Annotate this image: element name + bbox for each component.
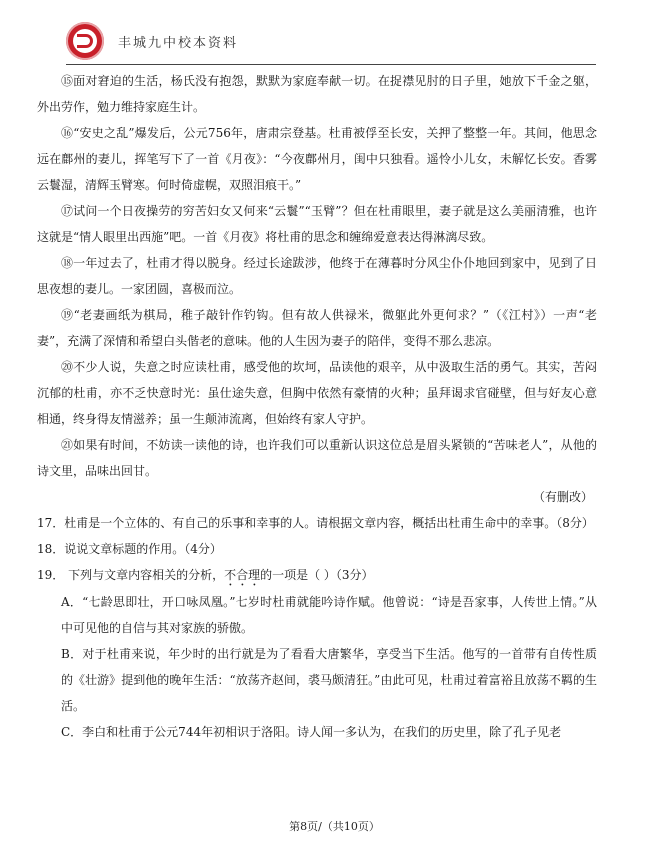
school-logo-icon <box>66 22 104 60</box>
option-b: B．对于杜甫来说，年少时的出行就是为了看看大唐繁华，享受当下生活。他写的一首带有自传性质的《壮游》提到他的晚年生活：“放荡齐赵间，裘马颇清狂。”由此可见，杜甫过着富裕且放荡不羁的生活。 <box>61 647 597 713</box>
paragraph-18: ⑱一年过去了，杜甫才得以脱身。经过长途跋涉，他终于在薄暮时分风尘仆仆地回到家中，见到了日思夜想的妻儿。一家团圆，喜极而泣。 <box>37 256 597 296</box>
header-school-name: 丰城九中校本资料 <box>118 36 239 51</box>
document-body <box>37 68 597 745</box>
paragraph-17: ⑰试问一个日夜操劳的穷苦妇女又何来“云鬟”“玉臂”？但在杜甫眼里，妻子就是这么美丽清雅，也许这就是“情人眼里出西施”吧。一首《月夜》将杜甫的思念和缠绵爱意表达得淋漓尽致。 <box>37 204 597 244</box>
question-19-emphasis: 不合理 <box>224 568 261 582</box>
edit-note: （有删改） <box>532 490 593 504</box>
question-18: 18．说说文章标题的作用。（4分） <box>37 542 222 556</box>
question-19-suffix: 的一项是（ ）（3分） <box>260 568 374 582</box>
question-17: 17．杜甫是一个立体的、有自己的乐事和幸事的人。请根据文章内容，概括出杜甫生命中的幸事。（8分） <box>37 516 594 530</box>
paragraph-15: ⑮面对窘迫的生活，杨氏没有抱怨，默默为家庭奉献一切。在捉襟见肘的日子里，她放下千金之躯，外出劳作，勉力维持家庭生计。 <box>37 74 597 114</box>
question-19-prefix: 19． 下列与文章内容相关的分析， <box>37 568 225 582</box>
question-19 <box>37 562 597 589</box>
paragraph-21: ㉑如果有时间，不妨读一读他的诗，也许我们可以重新认识这位总是眉头紧锁的“苦味老人”，从他的诗文里，品味出回甘。 <box>37 438 597 478</box>
page-footer: 第8页/（共10页） <box>289 820 380 833</box>
paragraph-16: ⑯“安史之乱”爆发后，公元756年，唐肃宗登基。杜甫被俘至长安，关押了整整一年。其间，他思念远在鄜州的妻儿，挥笔写下了一首《月夜》：“今夜鄜州月，闺中只独看。遥怜小儿女，未解忆长安。香雾云鬟湿，清辉玉臂寒。何时倚虚幌，双照泪痕干。” <box>37 126 597 192</box>
paragraph-20: ⑳不少人说，失意之时应读杜甫，感受他的坎坷，品读他的艰辛，从中汲取生活的勇气。其实，苦闷沉郁的杜甫，亦不乏快意时光：虽仕途失意，但胸中依然有豪情的火种；虽拜谒求官碰壁，但与好友心意相通，终身得友情滋养；虽一生颠沛流离，但始终有家人守护。 <box>37 360 597 426</box>
paragraph-19: ⑲“老妻画纸为棋局，稚子敲针作钓钩。但有故人供禄米，微躯此外更何求？”（《江村》）一声“老妻”，充满了深情和希望白头偕老的意味。他的人生因为妻子的陪伴，变得不那么悲凉。 <box>37 308 597 348</box>
page-header <box>66 20 596 66</box>
header-divider <box>66 64 596 65</box>
option-c: C．李白和杜甫于公元744年初相识于洛阳。诗人闻一多认为，在我们的历史里，除了孔子见老 <box>61 725 562 739</box>
option-a: A．“七龄思即壮，开口咏凤凰。”七岁时杜甫就能吟诗作赋。他曾说：“诗是吾家事，人传世上情。”从中可见他的自信与其对家族的骄傲。 <box>61 595 597 635</box>
